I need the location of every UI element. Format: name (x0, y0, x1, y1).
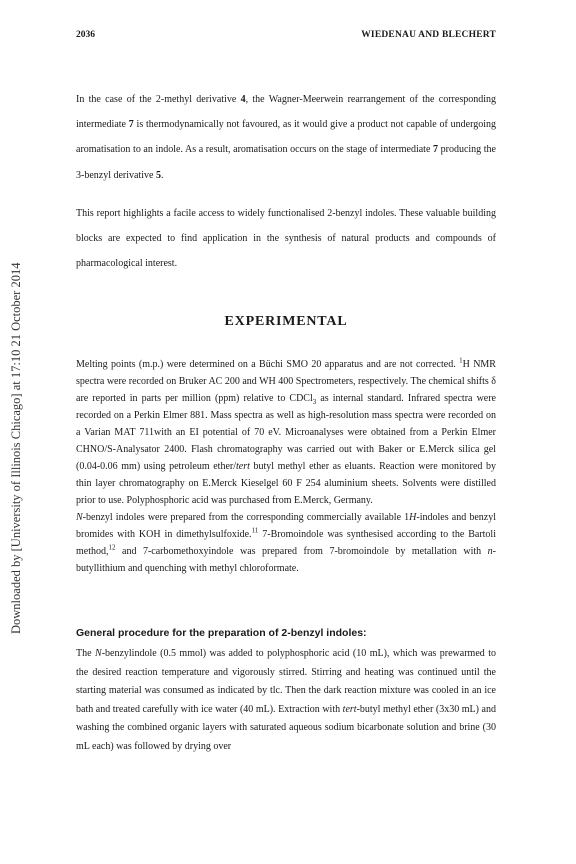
paragraph-instrumentation: Melting points (m.p.) were determined on a Büchi SMO 20 apparatus and are not corrected. $^1$H NMR spectra were recorded on Bruker AC 200 and WH 400 Spectrometers, respectively. The chemical shifts δ are reported in parts per million (ppm) relative to CDCl$_3$ as internal standard. Infrared spectra were recorded on a Perkin Elmer 881. Mass spectra as well as high-resolution mass spectra were recorded on a Varian MAT 711with an EI potential of 70 eV. Microanalyses were obtained from a Perkin Elmer CHNO/S-Analysator 2400. Flash chromatography was carried out with Baker or E.Merck silica gel (0.04-0.06 mm) using petroleum ether/tert butyl methyl ether as eluants. Reaction were monitored by thin layer chromatography on E.Merck Kieselgel 60 F 254 aluminium sheets. Solvents were distilled prior to use. Polyphosphoric acid was purchased from E.Merck, Germany. (76, 356, 496, 506)
paragraph-general-procedure: The N-benzylindole (0.5 mmol) was added to polyphosphoric acid (10 mL), which was prewarmed to the desired reaction temperature and vigorously stirred. Stirring and heating was continued until the starting material was consumed as indicated by tlc. Then the dark reaction mixture was cooled in an ice bath and treated carefully with ice water (40 mL). Extraction with tert-butyl methyl ether (3x30 mL) and washing the combined organic layers with saturated aqueous sodium bicarbonate solution and brine (30 mL each) was followed by drying over (76, 648, 496, 752)
paragraph-starting-materials: N-benzyl indoles were prepared from the corresponding commercially available 1H-indoles and benzyl bromides with KOH in dimethylsulfoxide.$^{11}$ 7-Bromoindole was synthesised according to the Bartoli method,$^{12}$ and 7-carbomethoxyindole was prepared from 7-bromoindole by metallation with n-butyllithium and quenching with methyl chloroformate. (76, 512, 497, 574)
running-head: WIEDENAU AND BLECHERT (361, 30, 496, 40)
procedure-subheading: General procedure for the preparation of 2-benzyl indoles: (76, 627, 367, 639)
paragraph-summary: This report highlights a facile access to widely functionalised 2-benzyl indoles. These valuable building blocks are expected to find application in the synthesis of natural products and compounds of pharmacological interest. (76, 208, 496, 270)
paragraph-rearrangement: In the case of the 2-methyl derivative 4, the Wagner-Meerwein rearrangement of the corresponding intermediate 7 is thermodynamically not favoured, as it would give a product not capable of undergoing aromatisation to an indole. As a result, aromatisation occurs on the stage of intermediate 7 producing the 3-benzyl derivative 5. (76, 94, 496, 181)
download-watermark: Downloaded by [University of Illinois Chicago] at 17:10 21 October 2014 (9, 262, 23, 634)
page-number: 2036 (76, 30, 95, 40)
section-heading: EXPERIMENTAL (224, 314, 348, 329)
